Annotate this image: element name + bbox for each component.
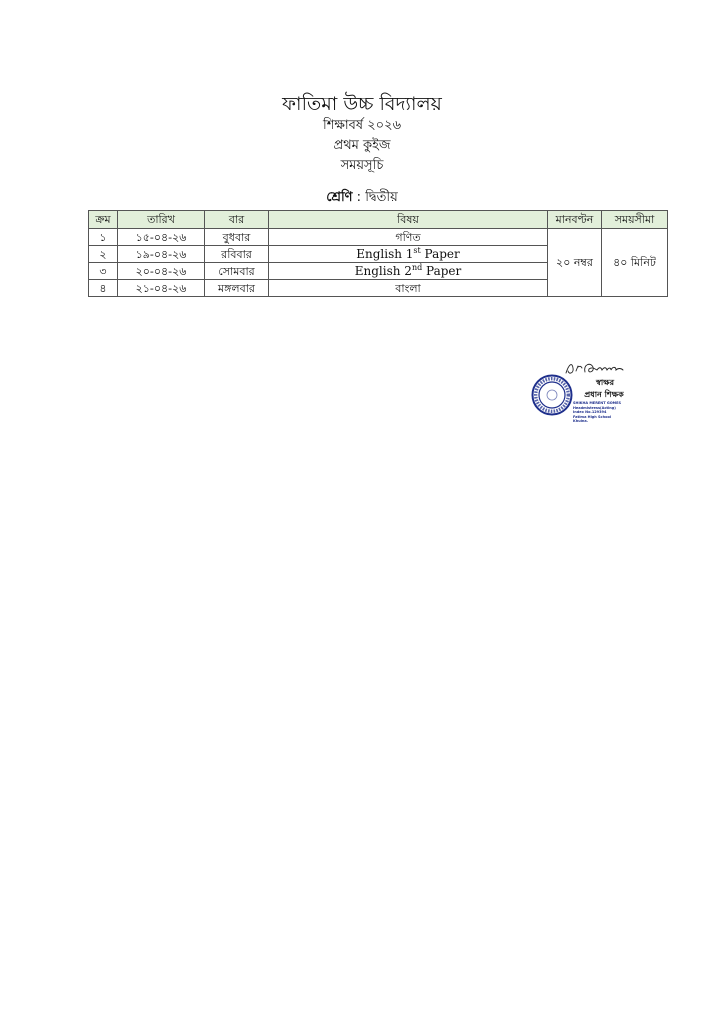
class-value: দ্বিতীয় bbox=[365, 190, 398, 205]
column-header-serial: ক্রম bbox=[89, 211, 118, 229]
subject-cell: গণিত bbox=[269, 229, 548, 246]
academic-year: শিক্ষাবর্ষ ২০২৬ bbox=[322, 118, 402, 133]
day-cell: সোমবার bbox=[205, 263, 269, 280]
column-header-marks: মানবণ্টন bbox=[548, 211, 602, 229]
column-header-day: বার bbox=[205, 211, 269, 229]
subject-text: English 1 bbox=[356, 246, 414, 261]
table-header-row bbox=[89, 211, 668, 229]
school-seal-icon bbox=[531, 374, 573, 416]
subject-ordinal: nd bbox=[411, 262, 423, 272]
serial-cell: ২ bbox=[89, 246, 118, 263]
serial-cell: ১ bbox=[89, 229, 118, 246]
date-cell: ২১-০৪-২৬ bbox=[118, 280, 205, 297]
subject-cell bbox=[269, 246, 548, 263]
serial-cell: ৪ bbox=[89, 280, 118, 297]
serial-cell: ৩ bbox=[89, 263, 118, 280]
stamp-line: Khulna. bbox=[573, 419, 589, 423]
subject-cell bbox=[269, 263, 548, 280]
date-cell: ১৫-০৪-২৬ bbox=[118, 229, 205, 246]
subject-text: English 2 bbox=[354, 263, 412, 278]
subject-suffix: Paper bbox=[420, 246, 460, 261]
document-header bbox=[0, 92, 724, 176]
duration-cell: ৪০ মিনিট bbox=[602, 229, 668, 297]
date-cell: ১৯-০৪-২৬ bbox=[118, 246, 205, 263]
column-header-duration: সময়সীমা bbox=[602, 211, 668, 229]
marks-cell: ২০ নম্বর bbox=[548, 229, 602, 297]
day-cell: বুধবার bbox=[205, 229, 269, 246]
subject-cell: বাংলা bbox=[269, 280, 548, 297]
school-name: ফাতিমা উচ্চ বিদ্যালয় bbox=[282, 93, 442, 115]
date-cell: ২০-০৪-২৬ bbox=[118, 263, 205, 280]
column-header-date: তারিখ bbox=[118, 211, 205, 229]
stamp-line: Headmistress(Acting) bbox=[573, 405, 616, 410]
official-stamp-text bbox=[573, 401, 635, 424]
schedule-title: সময়সূচি bbox=[340, 158, 384, 173]
class-info bbox=[0, 188, 724, 208]
subject-suffix: Paper bbox=[422, 263, 462, 278]
subject-ordinal: st bbox=[413, 245, 421, 255]
column-header-subject: বিষয় bbox=[269, 211, 548, 229]
signature-label: স্বাক্ষর bbox=[595, 378, 615, 387]
signature-scribble bbox=[563, 358, 629, 378]
day-cell: রবিবার bbox=[205, 246, 269, 263]
stamp-line: Index No.129394 bbox=[573, 410, 607, 414]
class-separator: : bbox=[356, 190, 362, 205]
day-cell: মঙ্গলবার bbox=[205, 280, 269, 297]
class-label: শ্রেণি bbox=[326, 190, 353, 205]
signature-block bbox=[527, 358, 637, 428]
headmaster-title: প্রধান শিক্ষক bbox=[584, 390, 624, 399]
stamp-line: SHIKHA MERENT GOMES bbox=[573, 401, 622, 405]
stamp-line: Fatima High School bbox=[573, 414, 612, 419]
table-row bbox=[89, 229, 668, 246]
schedule-table bbox=[88, 210, 668, 297]
exam-name: প্রথম কুইজ bbox=[333, 138, 391, 153]
